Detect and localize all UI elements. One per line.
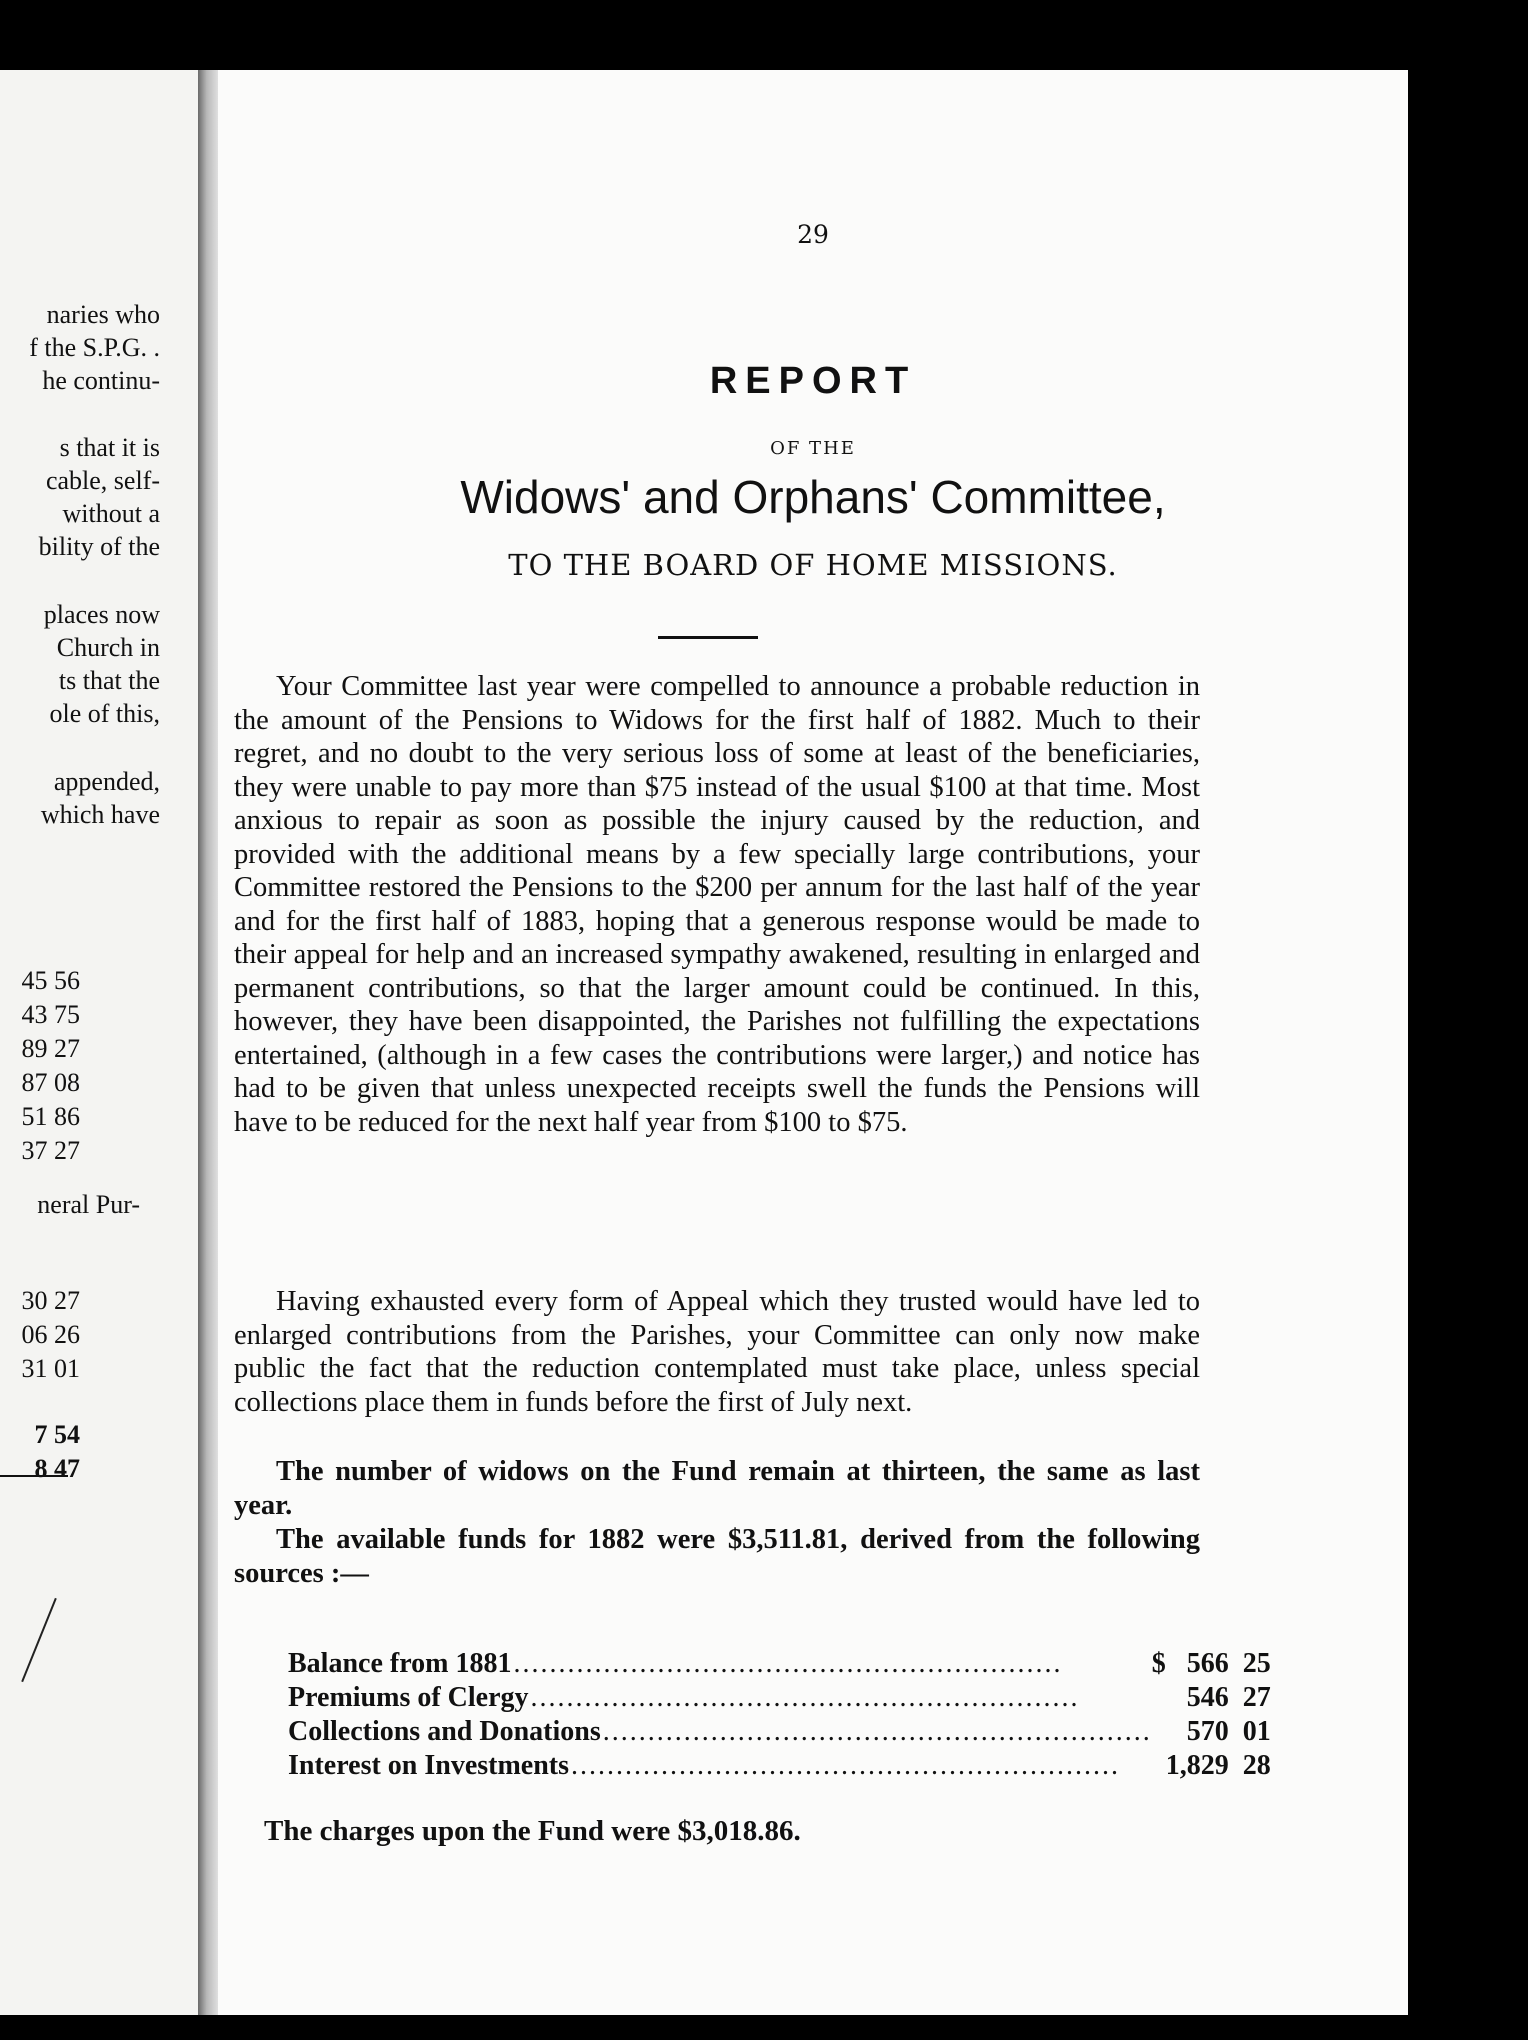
left-text-line: cable, self- xyxy=(45,466,160,495)
source-label: Premiums of Clergy xyxy=(288,1682,529,1713)
left-number: 06 26 xyxy=(21,1320,80,1349)
amount-cents: 25 xyxy=(1242,1648,1271,1679)
left-page-fragment xyxy=(0,70,205,2015)
left-number: 51 86 xyxy=(21,1102,80,1131)
body-paragraph: The available funds for 1882 were $3,511.81, derived from the following sources :— xyxy=(234,1524,1200,1589)
title-rule xyxy=(658,636,758,639)
amount-cents: 01 xyxy=(1242,1716,1271,1747)
table-row: Premiums of Clergy............................................................. 546 27 xyxy=(288,1682,1271,1713)
amount-dollars: 1,829 xyxy=(1165,1750,1229,1781)
left-number: 89 27 xyxy=(21,1034,80,1063)
committee-title: Widows' and Orphans' Committee, xyxy=(460,471,1166,523)
left-text-line: ole of this, xyxy=(49,699,160,728)
amount-cents: 27 xyxy=(1242,1682,1271,1713)
amount-dollars: 566 xyxy=(1186,1648,1229,1679)
left-text-line: s that it is xyxy=(59,433,160,462)
report-heading: REPORT xyxy=(709,360,917,402)
left-text-line: places now xyxy=(43,600,160,629)
left-text-line: appended, xyxy=(53,767,160,796)
left-number: 37 27 xyxy=(21,1136,80,1165)
left-text-line: he continu- xyxy=(42,366,160,395)
left-number: 30 27 xyxy=(21,1286,80,1315)
sources-table xyxy=(288,1647,1271,1783)
left-number: 8 47 xyxy=(34,1454,80,1483)
dollar-sign xyxy=(1152,1715,1166,1749)
table-row: Collections and Donations............................................................. 570 01 xyxy=(288,1716,1271,1747)
body-paragraph: The number of widows on the Fund remain at thirteen, the same as last year. xyxy=(234,1456,1200,1521)
amount-dollars: 546 xyxy=(1186,1682,1229,1713)
left-number: 7 54 xyxy=(34,1420,80,1449)
left-number: 87 08 xyxy=(21,1068,80,1097)
dollar-sign xyxy=(1152,1749,1166,1783)
book-gutter xyxy=(198,70,220,2015)
left-text-line: without a xyxy=(62,499,160,528)
body-paragraph: Your Committee last year were compelled to announce a probable reduction in the amount of the Pensions to Widows for the first half of 1882. Much to their regret, and no doubt to the very serious loss of some at least of the beneficiaries, they were unable to pay more than $75 instead of the usual $100 at that time. Most anxious to repair as soon as possible the injury caused by the reduction, and provided with the additional means by a few specially large contributions, your Committee restored the Pensions to the $200 per annum for the last half of the year and for the first half of 1883, hoping that a generous response would be made to their appeal for help and an increased sympathy awakened, resulting in enlarged and permanent contributions, so that the larger amount could be continued. In this, however, they have been disappointed, the Parishes not fulfilling the expectations entertained, (although in a few cases the contributions were larger,) and notice has had to be given that unless unexpected receipts swell the funds the Pensions will have to be reduced for the next half year from $100 to $75. xyxy=(234,671,1200,1138)
left-number: 45 56 xyxy=(21,966,80,995)
body-paragraph: Having exhausted every form of Appeal which they trusted would have led to enlarged contributions from the Parishes, your Committee can only now make public the fact that the reduction contemplated must take place, unless special collections place them in funds before the first of July next. xyxy=(234,1286,1200,1418)
left-text-line: f the S.P.G. . xyxy=(29,333,160,362)
table-row: Interest on Investments............................................................. 1,829 28 xyxy=(288,1750,1271,1781)
table-row: Balance from 1881............................................................. $ 566 25 xyxy=(288,1648,1271,1679)
left-number: 31 01 xyxy=(21,1354,80,1383)
dollar-sign: $ xyxy=(1151,1648,1166,1679)
board-title: TO THE BOARD OF HOME MISSIONS. xyxy=(508,548,1118,582)
left-text-line: bility of the xyxy=(38,532,160,561)
left-text-line: naries who xyxy=(46,300,160,329)
source-label: Balance from 1881 xyxy=(288,1648,512,1679)
charges-line: The charges upon the Fund were $3,018.86. xyxy=(264,1815,801,1847)
left-number: 43 75 xyxy=(21,1000,80,1029)
dollar-sign xyxy=(1152,1681,1166,1715)
source-label: Interest on Investments xyxy=(288,1750,570,1781)
page-number: 29 xyxy=(797,220,829,249)
left-text-line: which have xyxy=(40,800,160,829)
left-text-line: ts that the xyxy=(58,666,160,695)
left-text-line: Church in xyxy=(56,633,160,662)
page xyxy=(218,70,1408,2015)
amount-dollars: 570 xyxy=(1186,1716,1229,1747)
report-subheading: OF THE xyxy=(770,438,856,459)
source-label: Collections and Donations xyxy=(288,1716,601,1747)
pen-mark xyxy=(21,1598,57,1682)
left-text-line: neral Pur- xyxy=(37,1190,140,1219)
amount-cents: 28 xyxy=(1242,1750,1271,1781)
